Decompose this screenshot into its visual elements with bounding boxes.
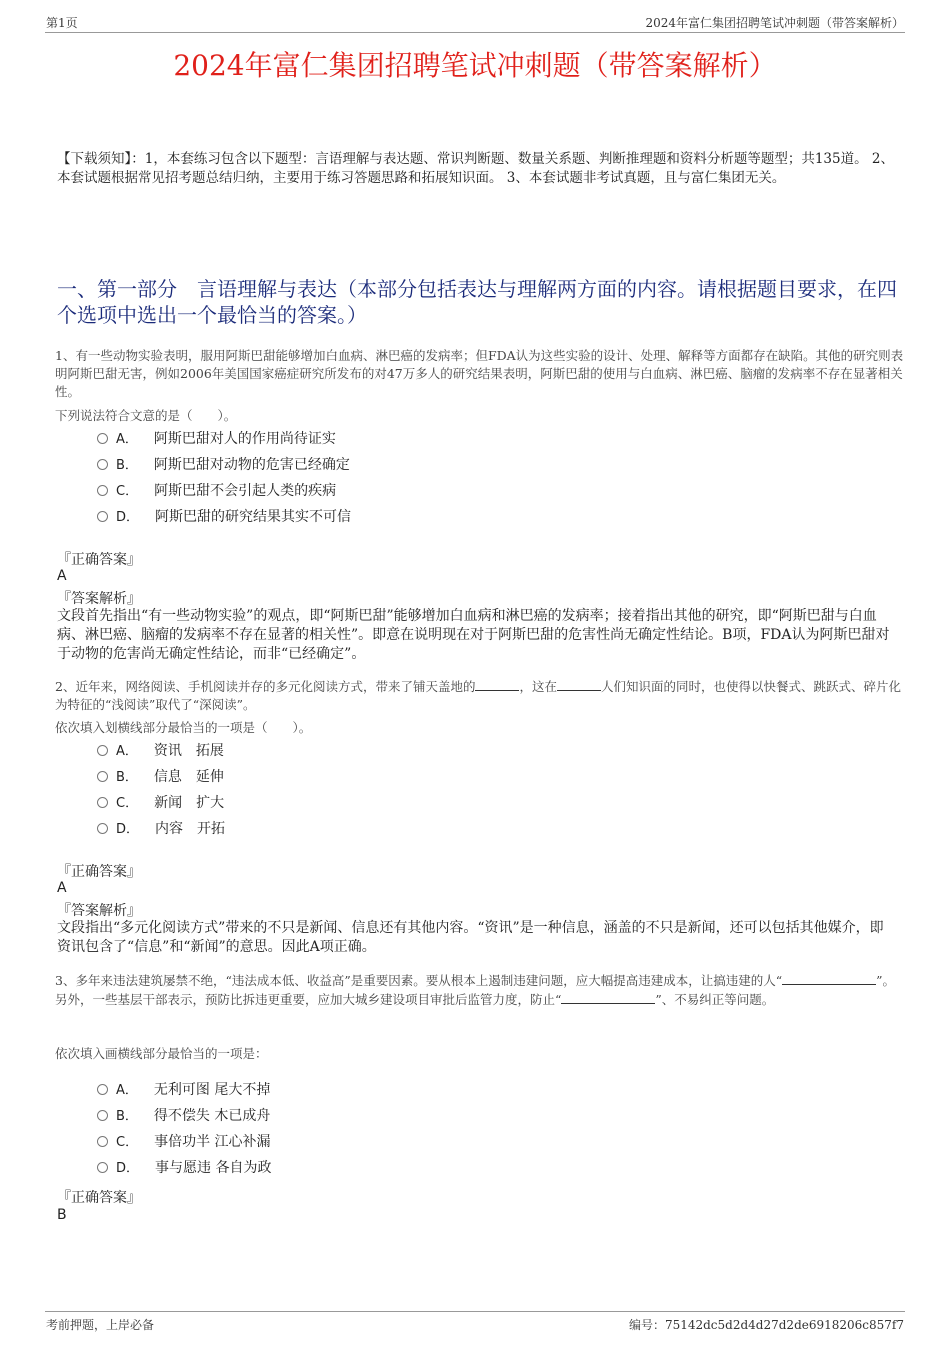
answer-blank: [561, 991, 655, 1004]
question-1-analysis-label: 『答案解析』: [57, 591, 141, 607]
question-2-option-b[interactable]: B． 信息 延伸: [97, 767, 224, 787]
question-2-answer: A: [57, 880, 67, 896]
running-header-title: 2024年富仁集团招聘笔试冲刺题（带答案解析）: [645, 16, 904, 30]
question-1-option-d[interactable]: D． 阿斯巴甜的研究结果其实不可信: [97, 507, 351, 527]
question-2-option-c[interactable]: C． 新闻 扩大: [97, 793, 224, 813]
radio-icon[interactable]: [97, 433, 108, 444]
question-3-answer-label: 『正确答案』: [57, 1190, 141, 1206]
question-2-analysis-label: 『答案解析』: [57, 903, 141, 919]
question-3-option-b[interactable]: B． 得不偿失 木已成舟: [97, 1106, 270, 1126]
question-1-option-c[interactable]: C． 阿斯巴甜不会引起人类的疾病: [97, 481, 336, 501]
radio-icon[interactable]: [97, 459, 108, 470]
radio-icon[interactable]: [97, 1110, 108, 1121]
question-1-explanation: 文段首先指出“有一些动物实验”的观点，即“阿斯巴甜”能够增加白血病和淋巴癌的发病率；接着指出其他的研究，即“阿斯巴甜与白血病、淋巴癌、脑瘤的发病率不存在显著的相关性”。即意在说明现在对于阿斯巴甜的危害性尚无确定性结论。B项，FDA认为阿斯巴甜对于动物的危害尚无确定性结论，而非“已经确定”。: [57, 608, 890, 662]
question-1-answer-label: 『正确答案』: [57, 552, 141, 568]
download-notice: 【下载须知】：1，本套练习包含以下题型：言语理解与表达题、常识判断题、数量关系题、判断推理题和资料分析题等题型；共135道。 2、本套试题根据常见招考题总结归纳，主要用于练习答题思路和拓展知识面。 3、本套试题非考试真题，且与富仁集团无关。: [57, 151, 894, 186]
section-heading: 一、第一部分 言语理解与表达（本部分包括表达与理解两方面的内容。请根据题目要求，在四个选项中选出一个最恰当的答案。）: [57, 277, 897, 327]
radio-icon[interactable]: [97, 1162, 108, 1173]
answer-blank: [782, 972, 876, 985]
question-2-answer-label: 『正确答案』: [57, 864, 141, 880]
radio-icon[interactable]: [97, 1136, 108, 1147]
radio-icon[interactable]: [97, 485, 108, 496]
radio-icon[interactable]: [97, 511, 108, 522]
answer-blank: [475, 678, 519, 691]
question-3-answer: B: [57, 1207, 67, 1223]
question-2-option-a[interactable]: A． 资讯 拓展: [97, 741, 224, 761]
document-id: 编号：75142dc5d2d4d27d2de6918206c857f7: [628, 1318, 904, 1332]
footer-divider: [45, 1311, 905, 1312]
radio-icon[interactable]: [97, 771, 108, 782]
footer-slogan: 考前押题，上岸必备: [46, 1318, 155, 1332]
question-2-stem: 2、近年来，网络阅读、手机阅读并存的多元化阅读方式，带来了铺天盖地的 ，这在 人们知识面的同时，也使得以快餐式、跳跃式、碎片化为特征的“浅阅读”取代了“深阅读”。: [55, 679, 901, 712]
question-3-option-a[interactable]: A． 无利可图 尾大不掉: [97, 1080, 270, 1100]
question-3-option-d[interactable]: D． 事与愿违 各自为政: [97, 1158, 271, 1178]
question-3-stem: 3、多年来违法建筑屡禁不绝，“违法成本低、收益高”是重要因素。要从根本上遏制违建问题，应大幅提高违建成本，让搞违建的人“ ”。另外，一些基层干部表示，预防比拆违更重要，应加大城乡建设项目审批后监管力度，防止“ ”、不易纠正等问题。: [55, 973, 896, 1007]
question-1-option-a[interactable]: A． 阿斯巴甜对人的作用尚待证实: [97, 429, 336, 449]
question-3-option-c[interactable]: C． 事倍功半 江心补漏: [97, 1132, 271, 1152]
header-divider: [45, 32, 905, 33]
page-number: 第1页: [46, 16, 78, 30]
answer-blank: [557, 678, 601, 691]
question-2-explanation: 文段指出“多元化阅读方式”带来的不只是新闻、信息还有其他内容。“资讯”是一种信息，涵盖的不只是新闻，还可以包括其他媒介，即资讯包含了“信息”和“新闻”的意思。因此A项正确。: [57, 920, 884, 955]
question-1-option-b[interactable]: B． 阿斯巴甜对动物的危害已经确定: [97, 455, 350, 475]
question-1-prompt: 下列说法符合文意的是（ ）。: [55, 408, 237, 423]
question-1-answer: A: [57, 568, 67, 584]
question-1-stem: 1、有一些动物实验表明，服用阿斯巴甜能够增加白血病、淋巴癌的发病率；但FDA认为这些实验的设计、处理、解释等方面都存在缺陷。其他的研究则表明阿斯巴甜无害，例如2006年美国国家癌症研究所发布的对47万多人的研究结果表明，阿斯巴甜的使用与白血病、淋巴癌、脑瘤的发病率不存在显著相关性。: [55, 348, 904, 399]
question-2-prompt: 依次填入划横线部分最恰当的一项是（ ）。: [55, 720, 312, 735]
radio-icon[interactable]: [97, 745, 108, 756]
document-title: 2024年富仁集团招聘笔试冲刺题（带答案解析）: [173, 49, 777, 82]
radio-icon[interactable]: [97, 823, 108, 834]
radio-icon[interactable]: [97, 1084, 108, 1095]
radio-icon[interactable]: [97, 797, 108, 808]
question-2-option-d[interactable]: D． 内容 开拓: [97, 819, 225, 839]
question-3-prompt: 依次填入画横线部分最恰当的一项是：: [55, 1046, 268, 1061]
